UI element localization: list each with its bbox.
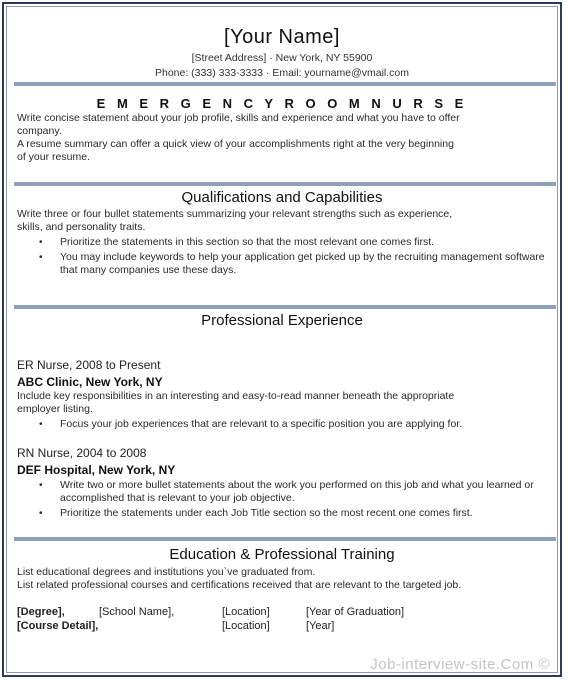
list-item: • Prioritize the statements in this section so that the most relevant one comes first.: [39, 236, 435, 248]
job-role: RN Nurse, 2004 to 2008: [17, 446, 147, 460]
bullet-icon: •: [39, 237, 43, 248]
site-watermark: Job-interview-site.Com ©: [370, 656, 550, 673]
list-item: • Focus your job experiences that are relevant to a specific position you are applying for.: [39, 418, 463, 430]
job-role: ER Nurse, 2008 to Present: [17, 358, 161, 372]
education-line: List educational degrees and institutions you`ve graduated from.: [17, 566, 316, 578]
desc-line: Include key responsibilities in an interesting and easy-to-read manner beneath the appropriate: [17, 390, 455, 402]
resume-name: [Your Name]: [224, 26, 340, 48]
experience-heading: Professional Experience: [201, 312, 363, 329]
job-title-heading: E M E R G E N C Y R O O M N U R S E: [96, 96, 468, 111]
contact-info: Phone: (333) 333-3333 · Email: yourname@vmail.com: [154, 67, 410, 79]
bullet-icon: •: [39, 480, 43, 491]
qualifications-intro: [17, 208, 557, 234]
job-employer: DEF Hospital, New York, NY: [17, 463, 176, 477]
degree-field: [Degree],: [17, 606, 65, 618]
course-field: [Course Detail],: [17, 620, 99, 632]
qualifications-bullets: [17, 236, 557, 279]
objective-line: of your resume.: [17, 151, 90, 163]
job-bullets: [17, 479, 557, 522]
year-field: [Year]: [306, 620, 335, 632]
bullet-icon: •: [39, 419, 43, 430]
education-text: [17, 566, 557, 592]
location-field: [Location]: [222, 620, 270, 632]
list-item: • You may include keywords to help your application get picked up by the recruiting management software that many companies use these days.: [39, 251, 545, 276]
street-address: [Street Address] · New York, NY 55900: [191, 52, 373, 64]
desc-line: employer listing.: [17, 403, 93, 415]
intro-line: Write three or four bullet statements summarizing your relevant strengths such as experience,: [17, 208, 453, 220]
section-divider: [14, 82, 556, 86]
objective-line: company.: [17, 125, 62, 137]
objective-line: A resume summary can offer a quick view of your accomplishments right at the very beginning: [17, 138, 454, 150]
objective-line: Write concise statement about your job profile, skills and experience and what you have to offer: [17, 112, 460, 124]
bullet-icon: •: [39, 252, 43, 263]
education-heading: Education & Professional Training: [169, 546, 395, 563]
qualifications-heading: Qualifications and Capabilities: [181, 189, 383, 206]
year-field: [Year of Graduation]: [306, 606, 405, 618]
education-line: List related professional courses and certifications received that are relevant to the targeted job.: [17, 579, 462, 591]
list-item: • Write two or more bullet statements about the work you performed on this job and what you learned or accomplished that is relevant to your job objective.: [39, 479, 534, 504]
job-bullets: [17, 418, 557, 433]
intro-line: skills, and personality traits.: [17, 221, 146, 233]
list-item: • Prioritize the statements under each Job Title section so the most recent one comes first.: [39, 507, 473, 519]
job-employer: ABC Clinic, New York, NY: [17, 375, 163, 389]
section-divider: [14, 537, 556, 541]
location-field: [Location]: [222, 606, 270, 618]
section-divider: [14, 305, 556, 309]
section-divider: [14, 182, 556, 186]
resume-page: [2, 2, 562, 677]
school-field: [School Name],: [99, 606, 175, 618]
objective-text: [17, 112, 557, 164]
bullet-icon: •: [39, 508, 43, 519]
job-description: [17, 390, 557, 416]
